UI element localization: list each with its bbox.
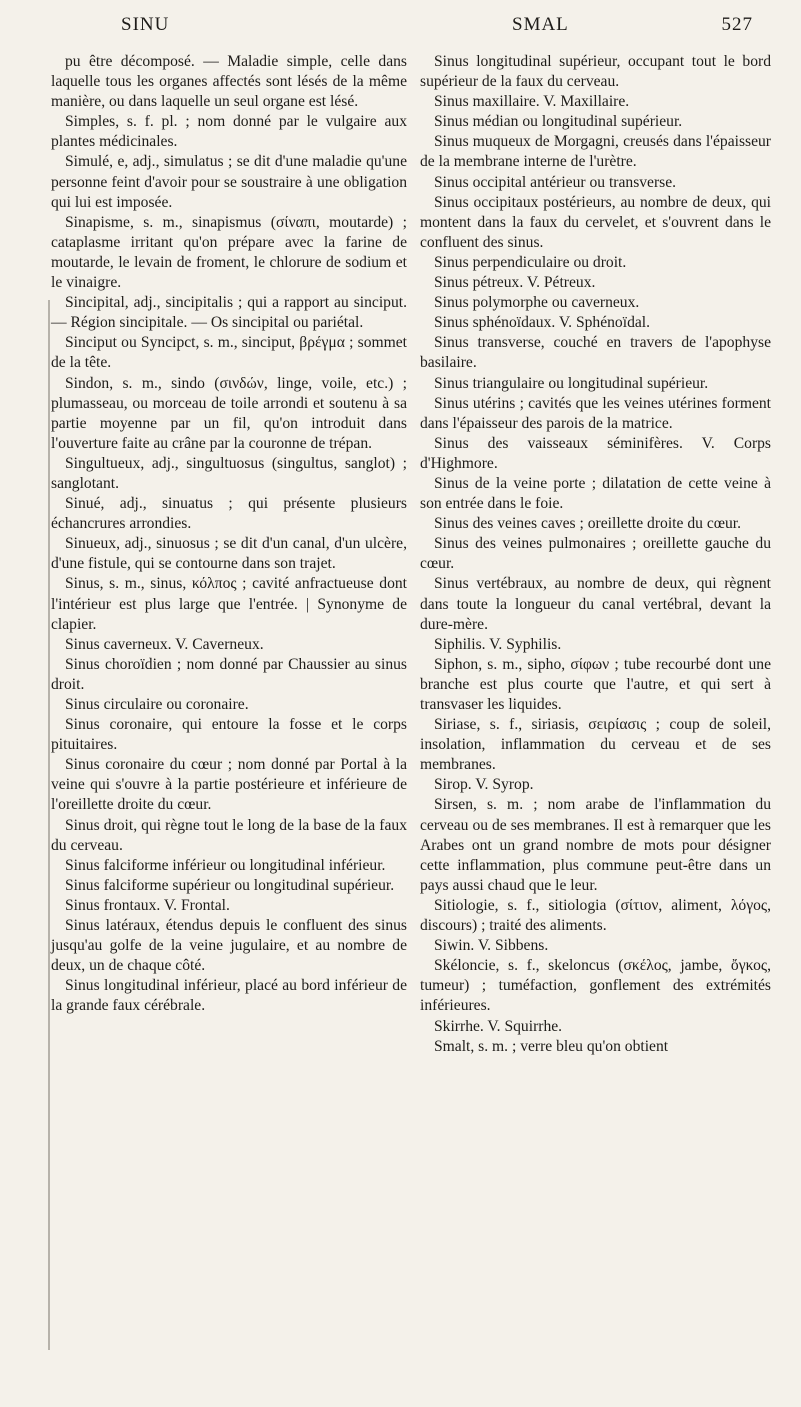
entry: Sindon, s. m., sindo (σινδών, linge, voile, etc.) ; plumasseau, ou morceau de toile arrondi et soutenu à sa partie moyenne par un fil, qu'on introduit dans l'ouverture faite au crâne par la couronne de trépan.: [51, 374, 407, 452]
entry: Sinus occipitaux postérieurs, au nombre de deux, qui montent dans la faux du cervelet, et s'ouvrent dans le confluent des sinus.: [420, 193, 771, 251]
entry: Sinus muqueux de Morgagni, creusés dans l'épaisseur de la membrane interne de l'urètre.: [420, 133, 771, 171]
entry: Siriase, s. f., siriasis, σειρίασις ; coup de soleil, insolation, inflammation du cerveau et de ses membranes.: [420, 716, 771, 774]
entry: Sinus falciforme supérieur ou longitudinal supérieur.: [65, 876, 395, 894]
binding-edge-mark: [48, 300, 50, 1350]
entry: Singultueux, adj., singultuosus (singultus, sanglot) ; sanglotant.: [51, 454, 407, 492]
entry: Sinus maxillaire. V. Maxillaire.: [434, 93, 630, 111]
entry: Sinus longitudinal inférieur, placé au bord inférieur de la grande faux cérébrale.: [51, 977, 407, 1015]
entry: Sitiologie, s. f., sitiologia (σίτιον, aliment, λόγος, discours) ; traité des aliments.: [420, 896, 771, 935]
right-column: [420, 52, 771, 1057]
entry: Sinus coronaire du cœur ; nom donné par Portal à la veine qui s'ouvre à la partie postérieure et inférieure de l'oreillette droite du cœur.: [51, 756, 407, 814]
entry: Sinus frontaux. V. Frontal.: [65, 896, 230, 914]
entry: Sinus vertébraux, au nombre de deux, qui règnent dans toute la longueur du canal vertébral, devant la dure-mère.: [420, 575, 771, 633]
entry: Smalt, s. m. ; verre bleu qu'on obtient: [434, 1037, 669, 1055]
entry: Sinus de la veine porte ; dilatation de cette veine à son entrée dans le foie.: [420, 474, 771, 513]
entry: Sinueux, adj., sinuosus ; se dit d'un canal, d'un ulcère, d'une fistule, qui se contourne dans son trajet.: [51, 535, 407, 573]
entry: Sinus des vaisseaux séminifères. V. Corps d'Highmore.: [420, 434, 771, 472]
entry: Sinus, s. m., sinus, κόλπος ; cavité anfractueuse dont l'intérieur est plus large que l'entrée. | Synonyme de clapier.: [51, 575, 407, 633]
entry: Sinus utérins ; cavités que les veines utérines forment dans l'épaisseur des parois de la matrice.: [420, 394, 771, 432]
header-center-word: SMAL: [512, 14, 569, 35]
entry: Sinus latéraux, étendus depuis le confluent des sinus jusqu'au golfe de la veine jugulaire, et au nombre de deux, un de chaque côté.: [51, 917, 407, 975]
running-header: [0, 8, 801, 38]
entry: Sinus perpendiculaire ou droit.: [434, 253, 627, 271]
entry: Sinus circulaire ou coronaire.: [65, 696, 249, 713]
entry: Sinus médian ou longitudinal supérieur.: [434, 113, 683, 131]
entry: Sinus triangulaire ou longitudinal supérieur.: [434, 374, 709, 392]
entry: Sirop. V. Syrop.: [434, 776, 534, 794]
entry: Sinciput ou Syncipct, s. m., sinciput, βρέγμα ; sommet de la tête.: [51, 334, 407, 372]
entry: Sinus caverneux. V. Caverneux.: [65, 635, 264, 653]
entry: Sinapisme, s. m., sinapismus (σίναπι, moutarde) ; cataplasme irritant qu'on prépare avec la farine de moutarde, le levain de froment, le chlorure de sodium et le vinaigre.: [51, 213, 407, 292]
entry: Sinus falciforme inférieur ou longitudinal inférieur.: [65, 856, 386, 874]
entry: Sinus sphénoïdaux. V. Sphénoïdal.: [434, 314, 651, 332]
entry: pu être décomposé. — Maladie simple, celle dans laquelle tous les organes affectés sont lésés de la même manière, ou dans laquelle un seul organe est lésé.: [51, 53, 407, 111]
entry: Sinus choroïdien ; nom donné par Chaussier au sinus droit.: [51, 655, 407, 693]
entry: Sinus transverse, couché en travers de l'apophyse basilaire.: [420, 334, 771, 372]
entry: Sinus polymorphe ou caverneux.: [434, 294, 640, 312]
entry: Sinué, adj., sinuatus ; qui présente plusieurs échancrures arrondies.: [51, 495, 407, 533]
entry: Siphilis. V. Syphilis.: [434, 635, 562, 653]
entry: Simulé, e, adj., simulatus ; se dit d'une maladie qu'une personne feint d'avoir pour se soustraire à une obligation qui lui est imposée.: [51, 153, 407, 211]
left-column: [51, 52, 407, 1017]
entry: Sinus des veines pulmonaires ; oreillette gauche du cœur.: [420, 535, 771, 573]
entry: Sinus pétreux. V. Pétreux.: [434, 274, 596, 292]
entry: Skéloncie, s. f., skeloncus (σκέλος, jambe, ὄγκος, tumeur) ; tuméfaction, gonflement des extrémités inférieures.: [420, 957, 771, 1015]
page-number: 527: [721, 14, 753, 35]
entry: Sinus coronaire, qui entoure la fosse et le corps pituitaires.: [51, 716, 407, 754]
entry: Siphon, s. m., sipho, σίφων ; tube recourbé dont une branche est plus courte que l'autre, et qui sert à transvaser les liquides.: [420, 655, 771, 713]
entry: Sinus des veines caves ; oreillette droite du cœur.: [434, 515, 742, 533]
entry: Sinus droit, qui règne tout le long de la base de la faux du cerveau.: [51, 816, 407, 854]
entry: Sinus occipital antérieur ou transverse.: [434, 173, 677, 191]
header-left-word: SINU: [121, 14, 170, 35]
entry: Skirrhe. V. Squirrhe.: [434, 1017, 563, 1035]
entry: Simples, s. f. pl. ; nom donné par le vulgaire aux plantes médicinales.: [51, 113, 407, 151]
entry: Sirsen, s. m. ; nom arabe de l'inflammation du cerveau ou de ses membranes. Il est à remarquer que les Arabes ont un grand nombre de mots pour désigner cette inflammation, plus commune peut-être dans un pays aussi chaud que le leur.: [420, 796, 771, 894]
entry: Sinus longitudinal supérieur, occupant tout le bord supérieur de la faux du cerveau.: [420, 53, 771, 91]
entry: Siwin. V. Sibbens.: [434, 937, 549, 955]
entry: Sincipital, adj., sincipitalis ; qui a rapport au sinciput. — Région sincipitale. — Os sincipital ou pariétal.: [51, 294, 407, 332]
